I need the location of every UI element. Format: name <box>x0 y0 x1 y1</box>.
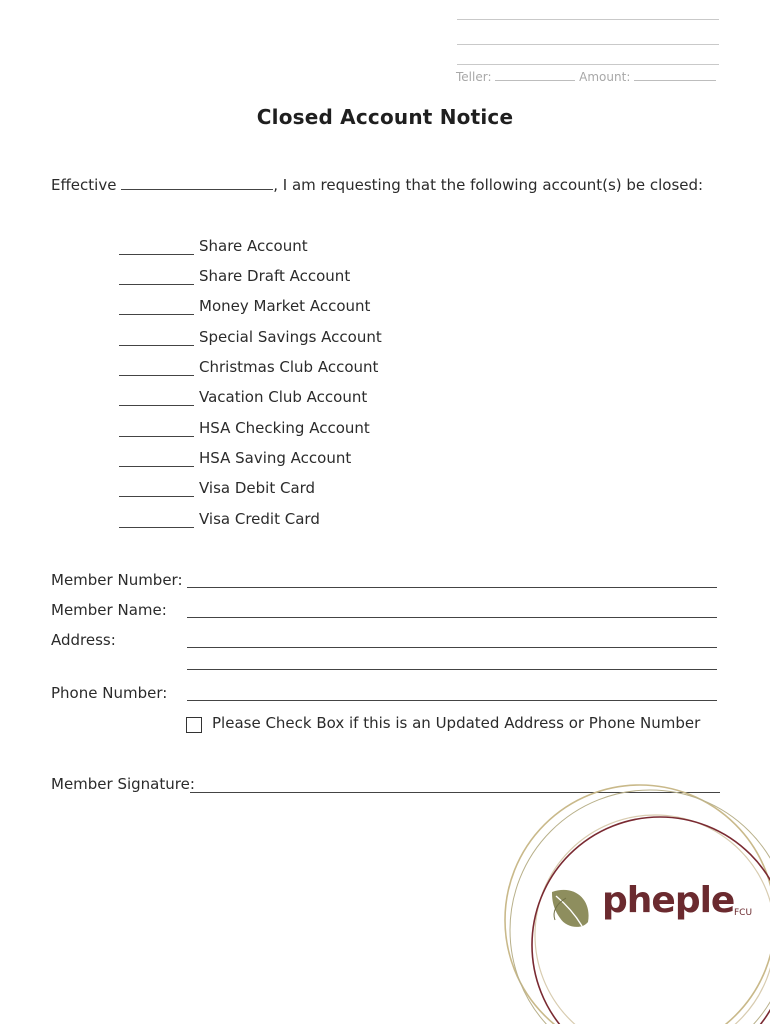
updated-address-checkbox-label: Please Check Box if this is an Updated Address or Phone Number <box>212 714 701 732</box>
effective-prefix: Effective <box>51 176 117 194</box>
account-label: HSA Saving Account <box>199 449 352 467</box>
account-label: Visa Credit Card <box>199 510 320 528</box>
member-signature-label: Member Signature: <box>51 775 195 793</box>
account-label: HSA Checking Account <box>199 419 370 437</box>
account-label: Money Market Account <box>199 297 371 315</box>
account-label: Christmas Club Account <box>199 358 379 376</box>
account-label: Visa Debit Card <box>199 479 316 497</box>
logo-fcu-suffix: FCU <box>734 908 753 918</box>
logo-wordmark: pheple <box>602 880 735 921</box>
member-number-label: Member Number: <box>51 571 183 589</box>
member-name-label: Member Name: <box>51 601 167 619</box>
teller-label: Teller: <box>456 70 492 84</box>
page-title: Closed Account Notice <box>256 105 514 129</box>
effective-suffix: , I am requesting that the following account(s) be closed: <box>273 176 704 194</box>
address-label: Address: <box>51 631 116 649</box>
account-label: Share Account <box>199 237 308 255</box>
amount-label: Amount: <box>579 70 631 84</box>
leaf-icon <box>552 890 589 927</box>
account-label: Special Savings Account <box>199 328 382 346</box>
account-label: Vacation Club Account <box>199 388 368 406</box>
phone-number-label: Phone Number: <box>51 684 168 702</box>
account-label: Share Draft Account <box>199 267 351 285</box>
